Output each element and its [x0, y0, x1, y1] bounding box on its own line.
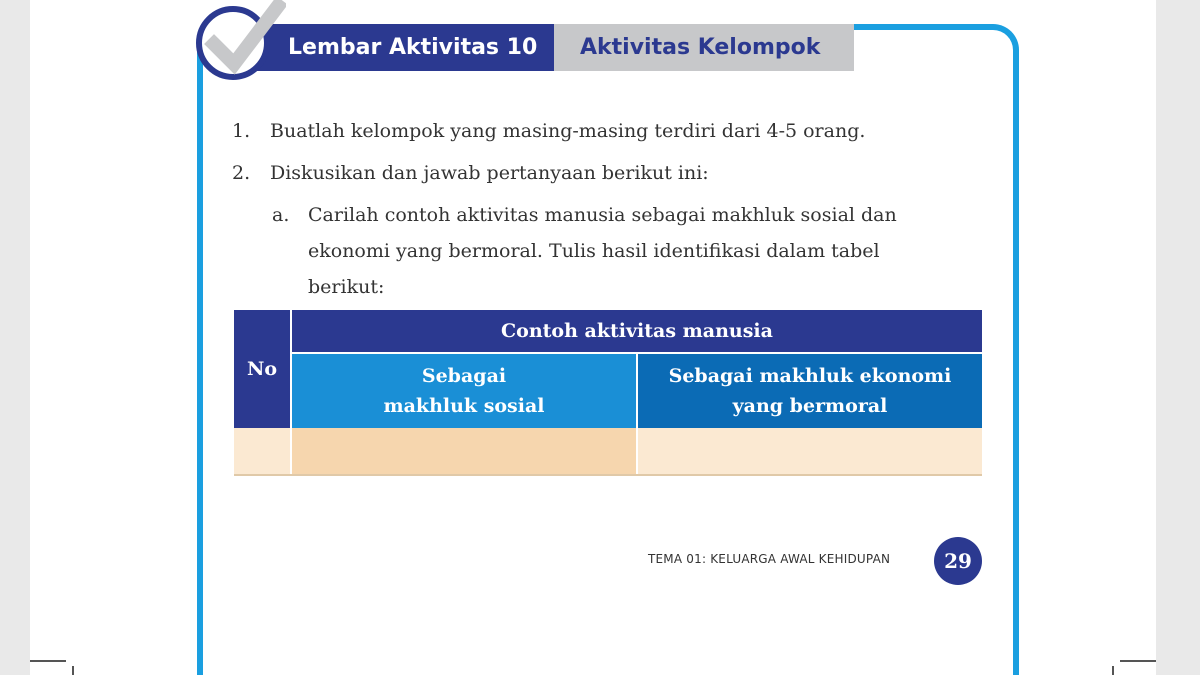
activity-label: Lembar Aktivitas 10	[252, 24, 554, 71]
header-group-label: Contoh aktivitas manusia	[501, 320, 773, 342]
crop-mark-left	[30, 660, 66, 662]
page-number-badge: 29	[934, 537, 982, 585]
header-no-label: No	[246, 358, 278, 380]
group-activity-label: Aktivitas Kelompok	[554, 24, 854, 71]
header-social-line2: makhluk sosial	[383, 395, 545, 417]
item-text-2: Diskusikan dan jawab pertanyaan berikut ini:	[270, 162, 709, 184]
header-economic-line2: yang bermoral	[732, 395, 888, 417]
body-cell-social[interactable]	[292, 428, 636, 474]
sub-item-letter-a: a.	[272, 204, 290, 226]
header-economic-line1: Sebagai makhluk ekonomi	[668, 365, 952, 387]
header-group	[292, 310, 982, 352]
crop-mark-left-vertical	[72, 666, 74, 675]
item-number-2: 2.	[232, 162, 251, 184]
header-no	[234, 310, 290, 428]
crop-mark-right-vertical	[1112, 666, 1114, 675]
activity-table	[234, 310, 982, 476]
header-economic	[638, 354, 982, 428]
checkmark-icon	[204, 0, 286, 78]
sub-item-a-line2: ekonomi yang bermoral. Tulis hasil identifikasi dalam tabel	[308, 240, 880, 262]
checkmark-badge	[196, 6, 270, 80]
sub-item-a-line3: berikut:	[308, 276, 385, 298]
header-social	[292, 354, 636, 428]
footer-theme: TEMA 01: KELUARGA AWAL KEHIDUPAN	[648, 552, 891, 566]
item-text-1: Buatlah kelompok yang masing-masing terdiri dari 4-5 orang.	[270, 120, 866, 142]
header-social-line1: Sebagai	[421, 365, 507, 387]
crop-mark-right	[1120, 660, 1156, 662]
table-bottom-rule	[234, 474, 982, 476]
sub-item-a-line1: Carilah contoh aktivitas manusia sebagai makhluk sosial dan	[308, 204, 897, 226]
body-cell-no[interactable]	[234, 428, 290, 474]
body-cell-economic[interactable]	[638, 428, 982, 474]
item-number-1: 1.	[232, 120, 251, 142]
